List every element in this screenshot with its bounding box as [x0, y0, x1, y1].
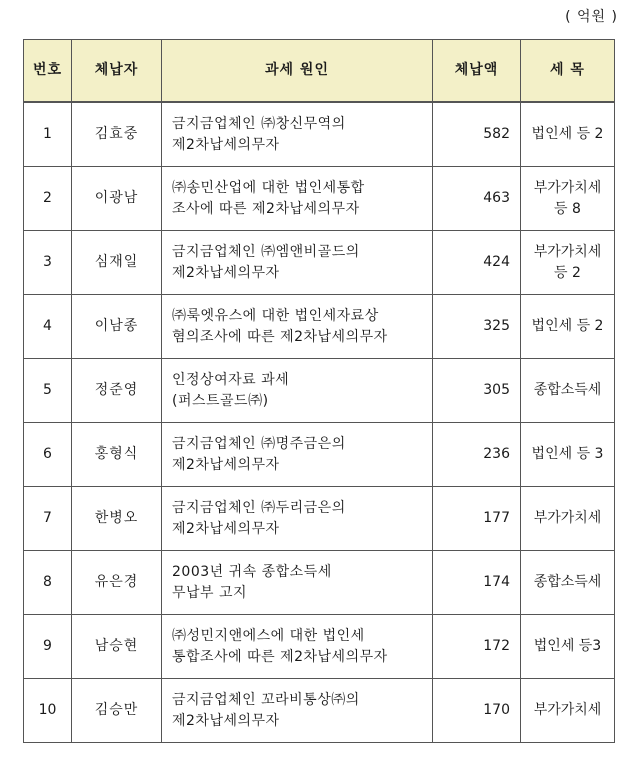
- taxpayer-name: 유은경: [72, 551, 162, 615]
- tax-item: [521, 167, 615, 231]
- table-row: [24, 231, 615, 295]
- header-number: 번호: [24, 40, 72, 103]
- tax-item-line: 법인세 등 2: [531, 318, 604, 334]
- table-row: [24, 167, 615, 231]
- tax-cause-line: 제2차납세의무자: [172, 264, 280, 281]
- tax-item: [521, 487, 615, 551]
- amount: 236: [433, 423, 521, 487]
- table-row: [24, 359, 615, 423]
- tax-item-line: 부가가치세: [533, 179, 602, 196]
- tax-cause-line: 무납부 고지: [172, 584, 248, 601]
- tax-cause-line: 혐의조사에 따른 제2차납세의무자: [172, 328, 388, 345]
- tax-cause-line: 제2차납세의무자: [172, 136, 280, 153]
- row-number: 2: [24, 167, 72, 231]
- tax-cause: [162, 615, 433, 679]
- row-number: 6: [24, 423, 72, 487]
- tax-cause-line: 제2차납세의무자: [172, 712, 280, 729]
- tax-cause: [162, 359, 433, 423]
- table-row: [24, 295, 615, 359]
- tax-cause-line: 금지금업체인 ㈜엠앤비골드의: [172, 243, 360, 260]
- row-number: 3: [24, 231, 72, 295]
- amount: 174: [433, 551, 521, 615]
- tax-item: [521, 231, 615, 295]
- amount: 424: [433, 231, 521, 295]
- table-row: [24, 615, 615, 679]
- table-row: [24, 679, 615, 743]
- row-number: 5: [24, 359, 72, 423]
- tax-item-line: 법인세 등3: [533, 638, 602, 654]
- tax-item-line: 부가가치세: [533, 510, 602, 526]
- tax-cause-line: (퍼스트골드㈜): [172, 392, 269, 409]
- tax-item-line: 종합소득세: [533, 574, 602, 590]
- tax-cause-line: 조사에 따른 제2차납세의무자: [172, 200, 360, 217]
- tax-item-line: 법인세 등 2: [531, 126, 604, 142]
- tax-cause-line: 통합조사에 따른 제2차납세의무자: [172, 648, 388, 665]
- tax-cause-line: ㈜송민산업에 대한 법인세통합: [172, 179, 365, 196]
- taxpayer-name: 김효중: [72, 102, 162, 167]
- tax-item-line: 부가가치세: [533, 702, 602, 718]
- amount: 305: [433, 359, 521, 423]
- table-row: [24, 102, 615, 167]
- tax-cause-line: ㈜성민지앤에스에 대한 법인세: [172, 627, 365, 644]
- amount: 463: [433, 167, 521, 231]
- tax-cause: [162, 167, 433, 231]
- tax-cause: [162, 487, 433, 551]
- tax-cause: [162, 679, 433, 743]
- tax-item: [521, 615, 615, 679]
- tax-item-line: 등 2: [554, 264, 581, 281]
- tax-cause: [162, 102, 433, 167]
- amount: 325: [433, 295, 521, 359]
- unit-label: ( 억원 ): [565, 9, 618, 25]
- header-tax-item: 세 목: [521, 40, 615, 103]
- taxpayer-name: 한병오: [72, 487, 162, 551]
- table-row: [24, 423, 615, 487]
- tax-item: [521, 359, 615, 423]
- amount: 177: [433, 487, 521, 551]
- amount: 582: [433, 102, 521, 167]
- amount: 172: [433, 615, 521, 679]
- tax-item: [521, 295, 615, 359]
- tax-item-line: 법인세 등 3: [531, 446, 604, 462]
- tax-cause-line: 금지금업체인 ㈜명주금은의: [172, 435, 346, 452]
- row-number: 10: [24, 679, 72, 743]
- tax-item-line: 등 8: [554, 200, 581, 217]
- tax-cause: [162, 423, 433, 487]
- tax-cause-line: ㈜룩엣유스에 대한 법인세자료상: [172, 307, 379, 324]
- delinquent-taxpayer-table: [23, 39, 615, 743]
- taxpayer-name: 남승현: [72, 615, 162, 679]
- taxpayer-name: 김승만: [72, 679, 162, 743]
- taxpayer-name: 홍형식: [72, 423, 162, 487]
- table-row: [24, 551, 615, 615]
- taxpayer-name: 이광남: [72, 167, 162, 231]
- tax-item-line: 부가가치세: [533, 243, 602, 260]
- tax-item: [521, 551, 615, 615]
- row-number: 1: [24, 102, 72, 167]
- row-number: 7: [24, 487, 72, 551]
- header-tax-cause: 과세 원인: [162, 40, 433, 103]
- tax-cause-line: 인정상여자료 과세: [172, 371, 290, 388]
- tax-item: [521, 679, 615, 743]
- taxpayer-name: 이남종: [72, 295, 162, 359]
- header-amount: 체납액: [433, 40, 521, 103]
- taxpayer-name: 정준영: [72, 359, 162, 423]
- tax-cause: [162, 551, 433, 615]
- tax-cause-line: 제2차납세의무자: [172, 456, 280, 473]
- tax-cause-line: 금지금업체인 ㈜창신무역의: [172, 115, 346, 132]
- taxpayer-name: 심재일: [72, 231, 162, 295]
- tax-cause-line: 금지금업체인 ㈜두리금은의: [172, 499, 346, 516]
- tax-item: [521, 102, 615, 167]
- tax-cause: [162, 231, 433, 295]
- table-row: [24, 487, 615, 551]
- tax-cause-line: 2003년 귀속 종합소득세: [172, 563, 332, 580]
- row-number: 4: [24, 295, 72, 359]
- amount: 170: [433, 679, 521, 743]
- tax-item-line: 종합소득세: [533, 382, 602, 398]
- row-number: 9: [24, 615, 72, 679]
- tax-cause-line: 제2차납세의무자: [172, 520, 280, 537]
- tax-cause: [162, 295, 433, 359]
- header-row: [24, 40, 615, 103]
- row-number: 8: [24, 551, 72, 615]
- tax-item: [521, 423, 615, 487]
- tax-cause-line: 금지금업체인 꼬라비통상㈜의: [172, 691, 360, 708]
- header-taxpayer: 체납자: [72, 40, 162, 103]
